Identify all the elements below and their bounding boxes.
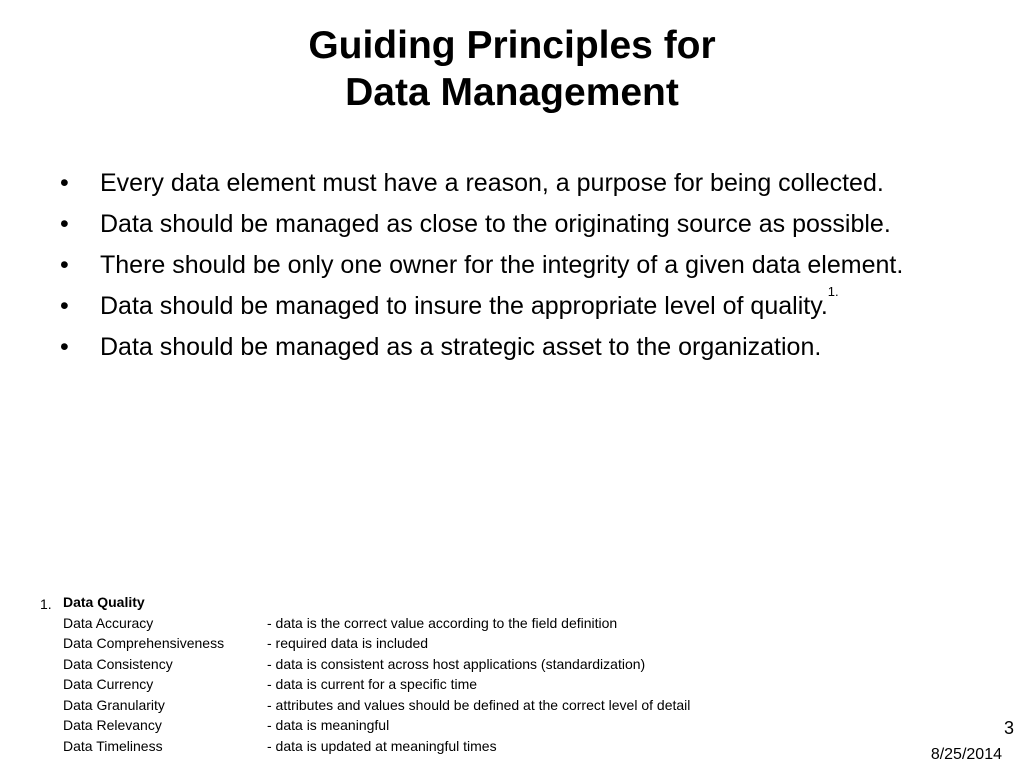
definition-term: Data Consistency [63,655,173,672]
definition-row [63,654,690,675]
definition-row [63,736,690,757]
definition-text: - attributes and values should be defined at the correct level of detail [267,696,691,713]
definition-term: Data Accuracy [63,614,154,631]
definition-term: Data Granularity [63,696,165,713]
slide-title-line-2: Data Management [345,71,679,114]
slide-title-line-1: Guiding Principles for [308,24,716,67]
bullet-dot-icon: • [60,169,69,197]
definition-text: - data is consistent across host applications (standardization) [267,655,646,672]
definition-text: - data is meaningful [267,717,390,733]
definition-term: Data Currency [63,676,154,692]
definition-term: Data Relevancy [63,717,162,733]
definition-row [63,674,690,695]
bullet-dot-icon: • [60,292,69,320]
slide-title [0,22,1024,116]
bullet-text: Every data element must have a reason, a purpose for being collected. [100,169,884,197]
bullet-item [56,209,956,240]
footnote-definitions [63,613,690,757]
definition-text: - data is updated at meaningful times [267,737,497,754]
definition-text: - required data is included [267,635,429,651]
bullet-item [56,168,956,199]
slide-date: 8/25/2014 [930,746,1002,763]
footnote-marker: 1. [40,596,52,612]
footnote-heading: Data Quality [63,594,145,610]
footnote-reference: 1. [827,284,839,299]
bullet-text: Data should be managed to insure the appropriate level of quality. [100,292,828,320]
definition-text: - data is the correct value according to the field definition [267,614,618,631]
definition-term: Data Comprehensiveness [63,635,225,651]
bullet-item [56,284,956,322]
bullet-dot-icon: • [60,210,69,238]
bullet-item [56,332,956,363]
definition-row [63,633,690,654]
definition-row [63,715,690,736]
bullet-text: There should be only one owner for the integrity of a given data element. [100,251,904,279]
bullet-text: Data should be managed as a strategic asset to the organization. [100,333,822,361]
bullet-item [56,250,956,281]
bullet-text: Data should be managed as close to the originating source as possible. [100,210,891,238]
bullet-dot-icon: • [60,251,69,279]
definition-text: - data is current for a specific time [267,676,478,692]
definition-row [63,613,690,634]
principles-list [56,168,956,373]
definition-row [63,695,690,716]
definition-term: Data Timeliness [63,737,163,754]
bullet-dot-icon: • [60,333,69,361]
slide-number: 3 [1003,718,1014,738]
